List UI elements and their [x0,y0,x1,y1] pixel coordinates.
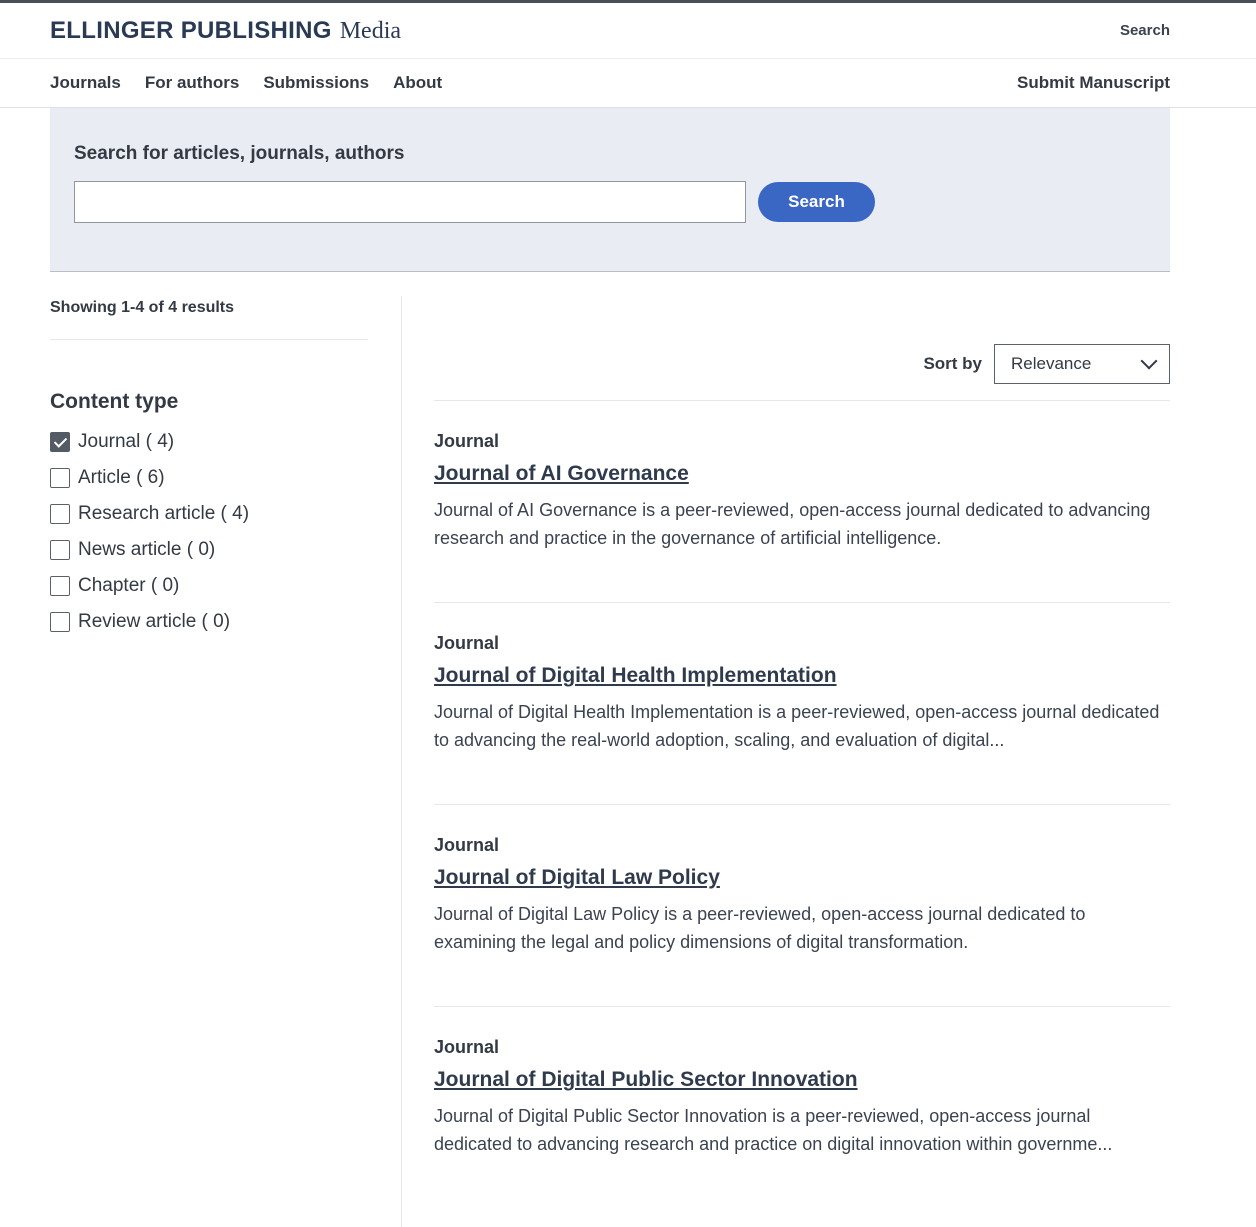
result-item [434,603,1170,805]
checkbox-research-article[interactable] [50,504,70,524]
facet-news-article[interactable] [50,532,368,568]
sort-row [434,344,1170,401]
facet-title-content-type: Content type [50,390,179,413]
result-type: Journal [434,431,500,451]
facet-article[interactable] [50,460,368,496]
result-type: Journal [434,633,500,653]
search-panel [50,108,1170,272]
result-description: Journal of Digital Health Implementation is a peer-reviewed, open-access journal dedicated to advancing the real-world adoption, scaling, and evaluation of digital... [434,702,1160,750]
main-nav [0,60,1256,108]
result-type: Journal [434,835,500,855]
logo-sub-text: Media [339,18,402,44]
facet-label: Review article ( 0) [78,611,231,632]
result-item [434,401,1170,603]
nav-item-for-authors[interactable]: For authors [144,73,240,92]
result-description: Journal of Digital Law Policy is a peer-reviewed, open-access journal dedicated to examining the legal and policy dimensions of digital transformation. [434,904,1086,952]
header-search-link[interactable]: Search [1119,22,1170,39]
results-count: Showing 1-4 of 4 results [50,296,368,340]
result-type: Journal [434,1037,500,1057]
column-divider [401,296,402,1227]
facet-label: Journal ( 4) [78,431,175,452]
search-input[interactable] [74,181,746,223]
submit-manuscript-link[interactable]: Submit Manuscript [1016,73,1170,92]
search-heading: Search for articles, journals, authors [74,143,405,164]
nav-item-about[interactable]: About [393,73,443,92]
checkbox-article[interactable] [50,468,70,488]
facet-research-article[interactable] [50,496,368,532]
result-title-link[interactable]: Journal of AI Governance [434,462,689,485]
checkbox-news-article[interactable] [50,540,70,560]
site-header [0,3,1256,59]
result-title-link[interactable]: Journal of Digital Law Policy [434,866,720,889]
nav-item-journals[interactable]: Journals [50,73,121,92]
filter-sidebar [50,296,368,640]
facet-review-article[interactable] [50,604,368,640]
results-list [434,401,1170,1209]
facet-label: News article ( 0) [78,539,216,560]
nav-items [50,73,442,93]
checkbox-journal[interactable] [50,432,70,452]
facet-label: Article ( 6) [78,467,165,488]
checkbox-review-article[interactable] [50,612,70,632]
facet-journal[interactable] [50,424,368,460]
result-item [434,1007,1170,1209]
nav-item-submissions[interactable]: Submissions [263,73,370,92]
site-logo[interactable] [50,17,401,45]
result-title-link[interactable]: Journal of Digital Public Sector Innovation [434,1068,858,1091]
facet-list [50,424,368,640]
facet-label: Chapter ( 0) [78,575,180,596]
sort-label: Sort by [923,354,982,373]
result-title-link[interactable]: Journal of Digital Health Implementation [434,664,837,687]
search-button[interactable]: Search [758,182,875,222]
logo-main-text: ELLINGER PUBLISHING [50,17,332,44]
facet-label: Research article ( 4) [78,503,250,524]
sort-select[interactable] [994,344,1170,384]
chevron-down-icon [1141,353,1158,370]
facet-chapter[interactable] [50,568,368,604]
result-item [434,805,1170,1007]
sort-selected-value: Relevance [1011,354,1092,373]
result-description: Journal of Digital Public Sector Innovation is a peer-reviewed, open-access journal dedicated to advancing research and practice on digital innovation within governme... [434,1106,1113,1154]
result-description: Journal of AI Governance is a peer-reviewed, open-access journal dedicated to advancing research and practice in the governance of artificial intelligence. [434,500,1151,548]
checkbox-chapter[interactable] [50,576,70,596]
